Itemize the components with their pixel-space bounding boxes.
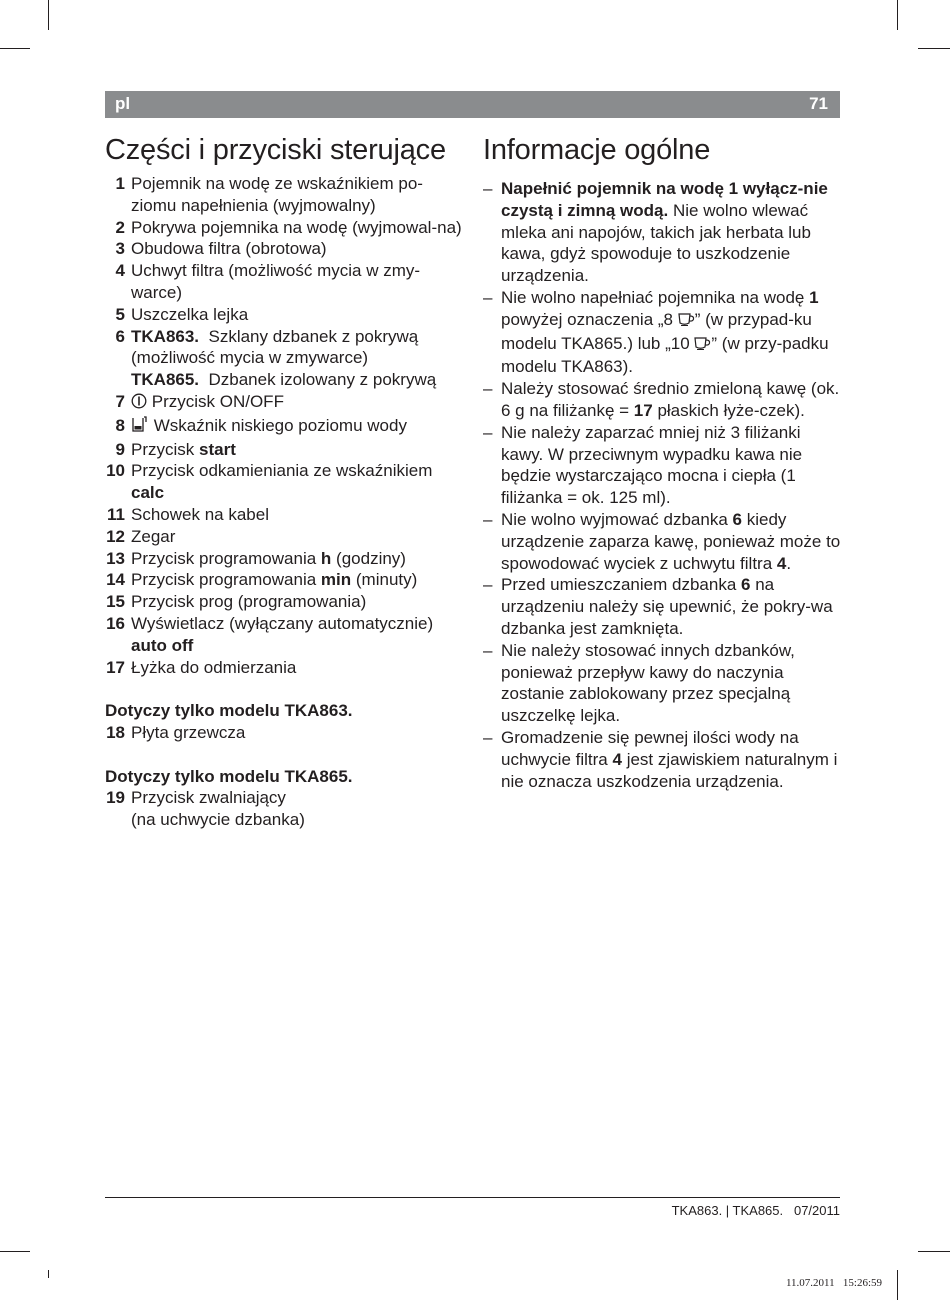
dash-bullet: – [483, 640, 493, 660]
item-text: Nie wolno napełniać pojemnika na wodę [501, 287, 805, 307]
dash-bullet: – [483, 727, 493, 747]
item-number: 18 [106, 722, 125, 742]
list-item [483, 727, 843, 792]
item-text [131, 439, 465, 461]
item-text: Pokrywa pojemnika na wodę (wyjmowal-na) [131, 217, 462, 237]
list-item [105, 415, 465, 439]
crop-mark [0, 1251, 30, 1252]
model-section-heading: Dotyczy tylko modelu TKA865. [105, 766, 353, 786]
item-desc: Przycisk [131, 439, 195, 459]
item-number: 5 [115, 304, 125, 324]
parts-section-title: Części i przyciski sterujące [105, 134, 446, 166]
item-text: . [786, 553, 792, 573]
item-text [131, 787, 465, 831]
item-ref: 1 [809, 287, 819, 307]
info-column [483, 135, 843, 792]
item-number: 3 [115, 239, 125, 259]
button-name: h [320, 548, 332, 568]
item-number: 13 [106, 548, 125, 568]
item-desc: (na uchwycie dzbanka) [131, 810, 305, 830]
list-item [105, 613, 465, 657]
item-text: jest zjawiskiem naturalnym i nie oznacza uszkodzenia urządzenia. [501, 749, 838, 791]
list-item [105, 548, 465, 570]
item-number: 16 [106, 613, 125, 633]
item-number: 8 [115, 415, 125, 435]
button-name: auto off [131, 635, 194, 655]
list-item [105, 238, 465, 260]
item-desc: Dzbanek izolowany z pokrywą [208, 370, 437, 390]
item-text [131, 613, 465, 657]
item-text: Uszczelka lejka [131, 304, 249, 324]
list-item [105, 260, 465, 304]
item-desc: Przycisk programowania [131, 548, 317, 568]
footer-divider [105, 1197, 840, 1198]
list-item [105, 304, 465, 326]
item-number: 14 [106, 570, 125, 590]
dash-bullet: – [483, 509, 493, 529]
item-text: kiedy urządzenie zaparza kawę, ponieważ może to spowodować wyciek z uchwytu filtra [501, 509, 841, 573]
crop-mark [0, 48, 30, 49]
crop-mark [918, 1251, 950, 1252]
cup-icon [694, 335, 711, 357]
crop-mark [918, 48, 950, 49]
list-item [105, 657, 465, 679]
item-number: 7 [115, 391, 125, 411]
item-text: ” (w przy-padku modelu TKA863). [501, 333, 829, 377]
parts-list-tka865 [105, 787, 465, 831]
list-item [105, 439, 465, 461]
item-text: na urządzeniu należy się upewnić, że pokry-wa dzbanka jest zamknięta. [501, 575, 833, 638]
list-item [483, 422, 843, 509]
item-ref: 4 [776, 553, 787, 573]
info-section-title: Informacje ogólne [483, 134, 711, 166]
list-item [105, 460, 465, 504]
item-text: Nie należy stosować innych dzbanków, ponieważ przepływ kawy do naczynia zostanie zablokowany przez specjalną uszczelkę lejka. [501, 640, 795, 726]
button-name: start [199, 439, 236, 459]
list-item [483, 640, 843, 727]
dash-bullet: – [483, 287, 493, 307]
list-item [105, 569, 465, 591]
item-number: 12 [106, 526, 125, 546]
item-ref: 17 [633, 400, 653, 420]
item-text [131, 460, 465, 504]
crop-mark [48, 0, 49, 30]
dash-bullet: – [483, 422, 493, 442]
list-item [105, 326, 465, 391]
item-text: Pojemnik na wodę ze wskaźnikiem po-ziomu napełnienia (wyjmowalny) [131, 174, 423, 215]
item-text: Zegar [131, 526, 176, 546]
item-desc: Wskaźnik niskiego poziomu wody [153, 415, 407, 435]
item-text: Nie wolno wlewać mleka ani napojów, takich jak herbata lub kawa, gdyż spowoduje to uszkodzenie urządzenia. [501, 200, 811, 286]
list-item [483, 178, 843, 287]
footer-model-date: TKA863. | TKA865. 07/2011 [671, 1203, 840, 1218]
item-desc: Przycisk programowania [131, 570, 317, 590]
parts-list [105, 173, 465, 678]
item-desc: Przycisk odkamieniania ze wskaźnikiem [131, 461, 433, 481]
list-item [105, 591, 465, 613]
item-number: 17 [106, 657, 125, 677]
dash-bullet: – [483, 575, 493, 595]
list-item [483, 574, 843, 639]
item-number: 2 [115, 217, 125, 237]
cup-icon [678, 311, 695, 333]
low-water-icon [131, 416, 149, 439]
item-text [131, 569, 465, 591]
item-number: 6 [115, 326, 125, 346]
crop-mark [48, 1270, 49, 1278]
item-text [131, 548, 465, 570]
item-number: 4 [115, 261, 125, 281]
list-item [483, 378, 843, 422]
print-timestamp: 11.07.2011 15:26:59 [785, 1277, 882, 1289]
dash-bullet: – [483, 379, 493, 399]
crop-mark [897, 1270, 898, 1300]
item-desc: (minuty) [355, 570, 418, 590]
list-item [105, 787, 465, 831]
language-code: pl [115, 94, 131, 113]
item-text [131, 415, 465, 439]
item-ref: 4 [612, 749, 622, 769]
info-list [483, 178, 843, 792]
list-item [105, 391, 465, 415]
item-text: Przycisk prog (programowania) [131, 592, 367, 612]
item-text: Gromadzenie się pewnej ilości wody na uchwycie filtra [501, 727, 799, 769]
item-number: 9 [115, 439, 125, 459]
item-number: 19 [106, 788, 125, 808]
item-text: Przed umieszczaniem dzbanka [501, 575, 737, 595]
item-text: Obudowa filtra (obrotowa) [131, 239, 327, 259]
list-item [105, 217, 465, 239]
item-text: Nie należy zaparzać mniej niż 3 filiżanki kawy. W przeciwnym wypadku kawa nie będzie wystarczająco mocna i ciepła (1 filiżanka = ok. 125 ml). [501, 422, 803, 508]
item-number: 11 [107, 504, 125, 524]
page-number: 71 [809, 94, 828, 113]
item-ref: 6 [741, 575, 751, 595]
item-text: Płyta grzewcza [131, 722, 246, 742]
model-section-heading: Dotyczy tylko modelu TKA863. [105, 701, 353, 721]
list-item [105, 504, 465, 526]
button-name: min [320, 570, 352, 590]
parts-column [105, 135, 465, 831]
item-text: Nie wolno wyjmować dzbanka [501, 509, 728, 529]
item-desc: Wyświetlacz (wyłączany automatycznie) [131, 613, 434, 633]
crop-mark [897, 0, 898, 30]
list-item [483, 287, 843, 378]
model-label: TKA863. [131, 326, 200, 346]
item-desc: Przycisk zwalniający [131, 788, 286, 808]
item-text: Uchwyt filtra (możliwość mycia w zmy-warce) [131, 261, 421, 302]
item-text: Schowek na kabel [131, 504, 269, 524]
item-text [131, 391, 465, 415]
list-item [105, 526, 465, 548]
item-text: powyżej oznaczenia „8 [501, 309, 673, 329]
model-label: TKA865. [131, 370, 200, 390]
item-text: Należy stosować średnio zmieloną kawę (ok. 6 g na filiżankę = [501, 379, 840, 420]
button-name: calc [131, 483, 165, 503]
item-number: 15 [106, 592, 125, 612]
item-text: płaskich łyże-czek). [657, 400, 805, 420]
item-desc: Szklany dzbanek z pokrywą (możliwość mycia w zmywarce) [131, 326, 419, 368]
list-item [483, 509, 843, 574]
dash-bullet: – [483, 179, 493, 198]
item-desc: Przycisk ON/OFF [151, 391, 284, 411]
item-text [131, 326, 465, 391]
item-desc: (godziny) [336, 548, 406, 568]
parts-list-tka863 [105, 722, 465, 744]
item-text: Łyżka do odmierzania [131, 657, 297, 677]
power-icon [131, 393, 147, 415]
item-emphasis: Napełnić pojemnik na wodę 1 wyłącz-nie czystą i zimną wodą. [501, 179, 828, 220]
list-item [105, 722, 465, 744]
item-text: ” (w przypad-ku modelu TKA865.) lub „10 [501, 309, 812, 353]
item-number: 1 [115, 174, 125, 193]
list-item [105, 173, 465, 217]
item-number: 10 [106, 461, 125, 481]
item-ref: 6 [732, 509, 742, 529]
page-header-bar [105, 91, 840, 118]
